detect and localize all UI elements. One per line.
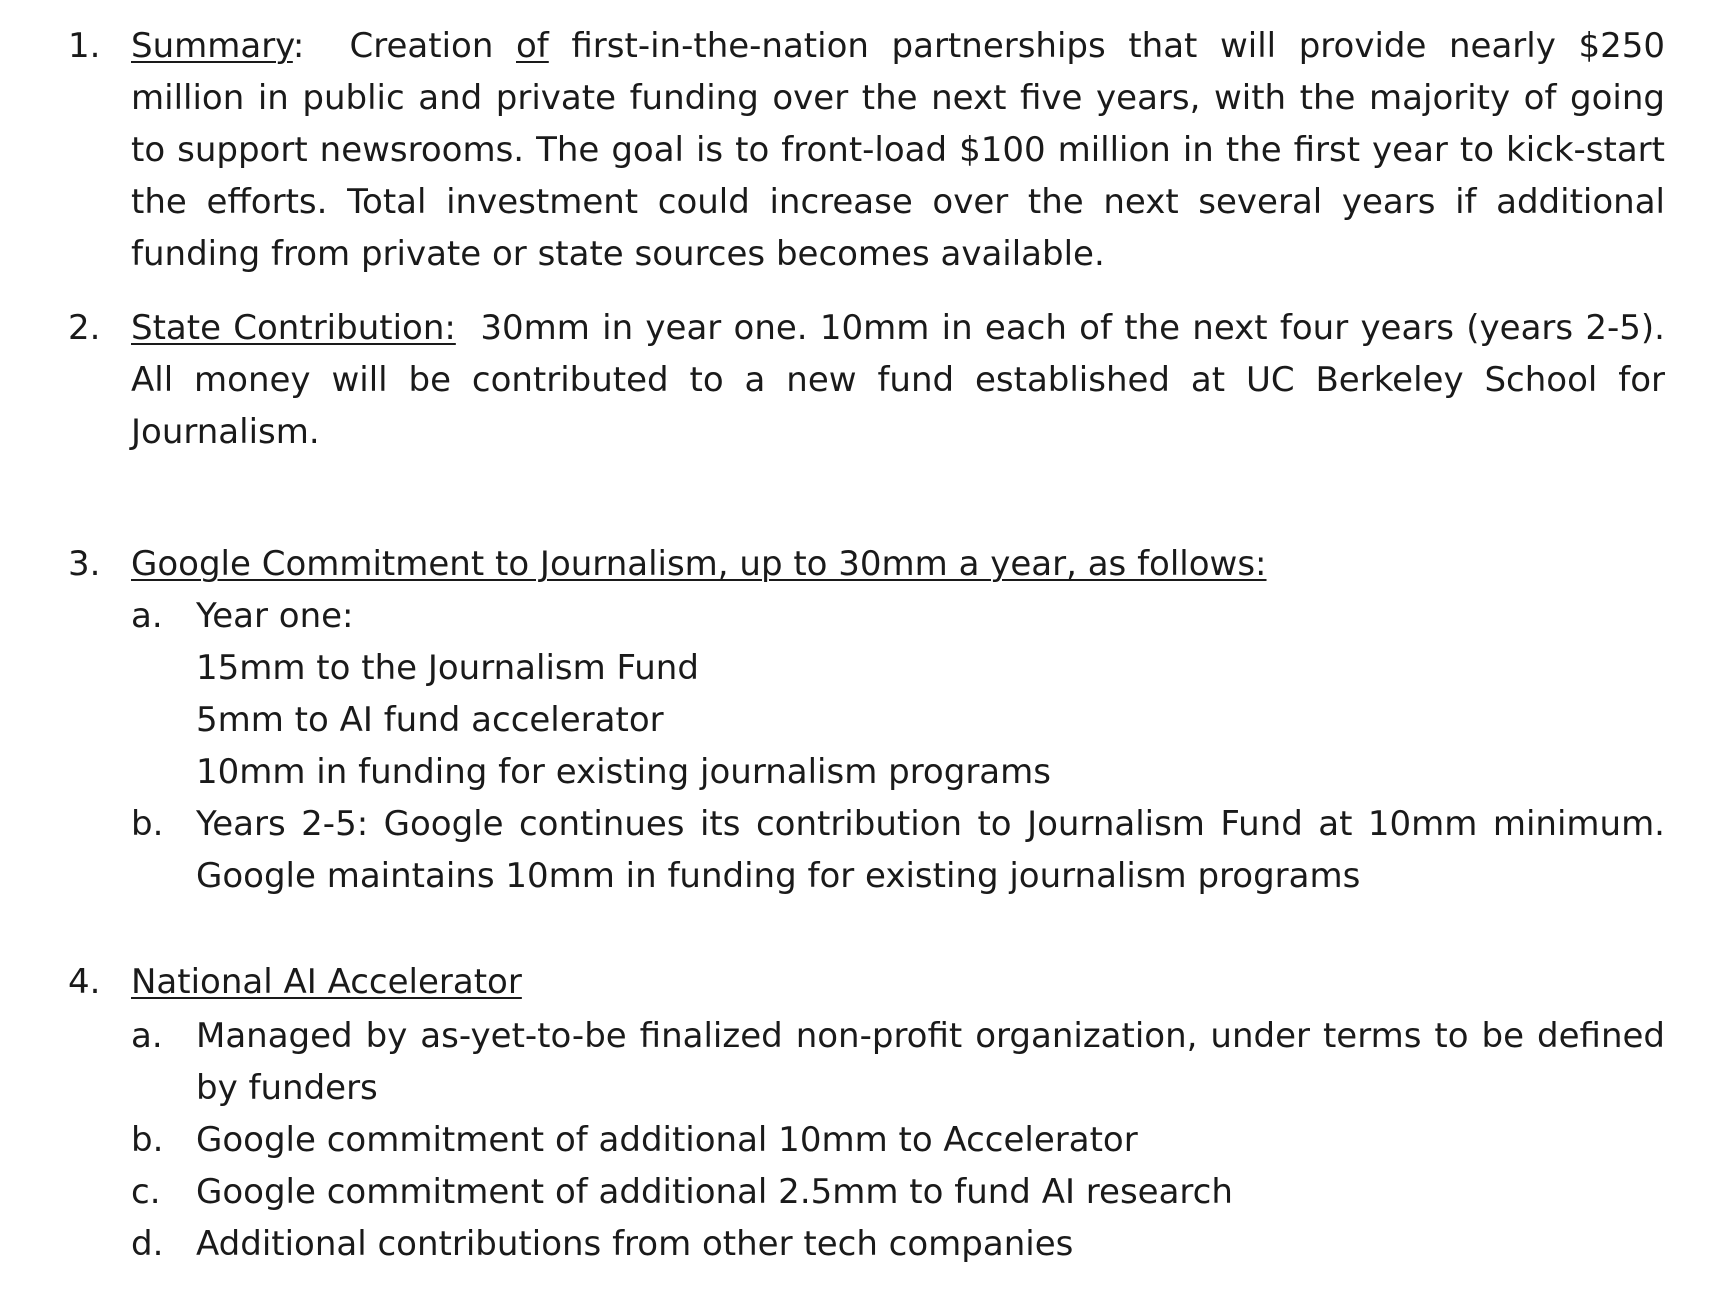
item-number: 3. xyxy=(68,544,101,584)
item-heading: Summary xyxy=(131,26,293,66)
subitem-letter: d. xyxy=(131,1224,164,1264)
subitem-label: Year one: xyxy=(196,596,354,636)
subitem-letter: a. xyxy=(131,596,163,636)
item-heading: National AI Accelerator xyxy=(131,962,522,1002)
subitem-letter: a. xyxy=(131,1016,163,1056)
subitem-letter: b. xyxy=(131,1120,164,1160)
subitem-text: Google commitment of additional 2.5mm to fund AI research xyxy=(196,1172,1233,1212)
item-number: 1. xyxy=(68,26,101,66)
subitem-line: 5mm to AI fund accelerator xyxy=(196,700,664,740)
item-heading-line xyxy=(131,538,1665,590)
subitem-letter: b. xyxy=(131,804,164,844)
subitem-letter: c. xyxy=(131,1172,161,1212)
subitem-text: Managed by as-yet-to-be finalized non-profit organization, under terms to be defined by funders xyxy=(196,1016,1665,1108)
item-body xyxy=(131,20,1665,280)
item-heading-line xyxy=(131,956,1665,1008)
item-heading: Google Commitment to Journalism, up to 30mm a year, as follows: xyxy=(131,544,1267,584)
item-heading: State Contribution: xyxy=(131,308,456,348)
item-text-start: Creation xyxy=(349,26,516,66)
item-text: 30mm in year one. 10mm in each of the next four years (years 2-5). All money will be contributed to a new fund established at UC Berkeley School for Journalism. xyxy=(131,308,1665,452)
item-body xyxy=(131,302,1665,458)
item-number: 4. xyxy=(68,962,101,1002)
subitem-text: Google commitment of additional 10mm to Accelerator xyxy=(196,1120,1138,1160)
subitem-line: 10mm in funding for existing journalism programs xyxy=(196,752,1051,792)
subitem-line: 15mm to the Journalism Fund xyxy=(196,648,699,688)
subitem-text: Years 2-5: Google continues its contribution to Journalism Fund at 10mm minimum. Google maintains 10mm in funding for existing journalism programs xyxy=(196,804,1665,896)
item-text-rest: first-in-the-nation partnerships that will provide nearly $250 million in public and private funding over the next five years, with the majority of going to support newsrooms. The goal is to front-load $100 million in the first year to kick-start the efforts. Total investment could increase over the next several years if additional funding from private or state sources becomes available. xyxy=(131,26,1665,274)
item-number: 2. xyxy=(68,308,101,348)
heading-colon: : xyxy=(292,26,305,66)
subitem-text: Additional contributions from other tech companies xyxy=(196,1224,1074,1264)
item-text-underlined-word: of xyxy=(516,26,549,66)
